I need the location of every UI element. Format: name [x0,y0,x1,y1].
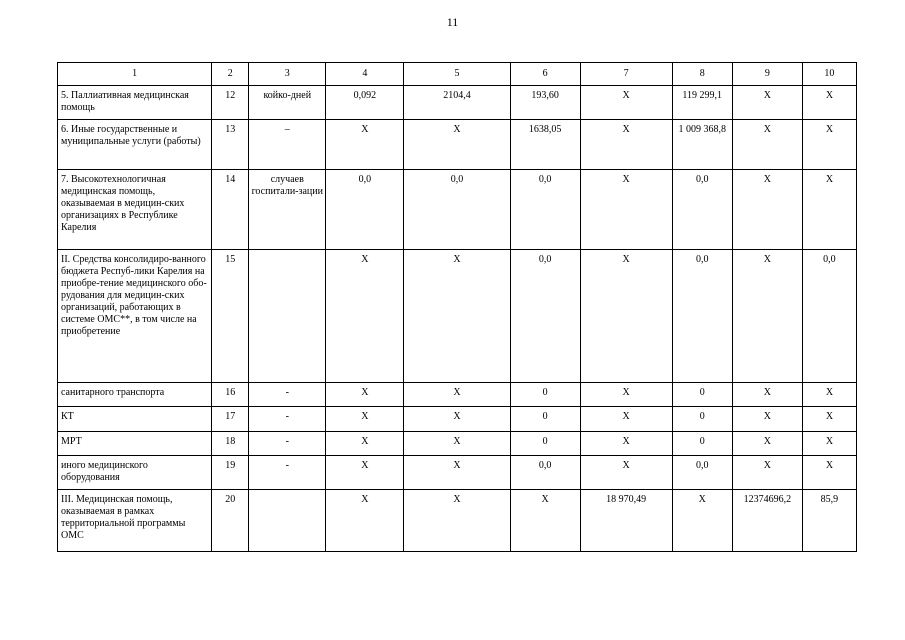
row-label-cell: 7. Высокотехнологичная медицинская помощь, оказываемая в медицин-ских организациях в Республике Карелия [58,170,212,250]
table-cell: - [249,383,326,407]
table-cell: Х [580,383,672,407]
table-cell [249,250,326,383]
table-cell: Х [732,120,802,170]
table-cell: Х [580,120,672,170]
table-cell: - [249,456,326,490]
header-cell: 7 [580,63,672,86]
table-cell: Х [404,456,510,490]
table-cell: койко-дней [249,86,326,120]
table-cell: 16 [212,383,249,407]
table-cell: Х [510,490,580,552]
table-cell: 0 [510,383,580,407]
table-row [58,432,857,456]
header-cell: 6 [510,63,580,86]
table-cell: - [249,407,326,432]
table-cell: 18 [212,432,249,456]
table-cell: Х [404,407,510,432]
table-cell: Х [580,432,672,456]
table-cell: Х [732,432,802,456]
table-cell: - [249,432,326,456]
table-cell: Х [732,86,802,120]
table-cell: Х [802,407,856,432]
table-cell: 0 [672,407,732,432]
table-cell: Х [802,170,856,250]
table-cell: 0,0 [510,170,580,250]
table-cell: Х [580,86,672,120]
table-cell: Х [802,383,856,407]
table-cell: Х [326,432,404,456]
table-cell: Х [404,250,510,383]
table-cell: 193,60 [510,86,580,120]
table-cell: Х [580,170,672,250]
table-row [58,250,857,383]
table-cell: 14 [212,170,249,250]
table-row [58,490,857,552]
table-cell: Х [580,407,672,432]
table-cell: 17 [212,407,249,432]
table-cell: 0,0 [510,250,580,383]
table-cell: 0,0 [510,456,580,490]
table-cell: 0,0 [326,170,404,250]
table-cell: 0,0 [672,250,732,383]
row-label-cell: МРТ [58,432,212,456]
page-number: 11 [446,15,459,29]
table-cell: Х [672,490,732,552]
table-cell: 13 [212,120,249,170]
table-row [58,120,857,170]
table-cell: Х [404,383,510,407]
row-label-cell: 6. Иные государственные и муниципальные услуги (работы) [58,120,212,170]
table-cell: 19 [212,456,249,490]
table-row [58,86,857,120]
header-cell: 9 [732,63,802,86]
table-cell: Х [326,383,404,407]
table-cell: Х [802,432,856,456]
table-cell: 85,9 [802,490,856,552]
table-row [58,456,857,490]
table-cell: 18 970,49 [580,490,672,552]
table-cell: Х [732,383,802,407]
table-cell: случаев госпитали-зации [249,170,326,250]
header-cell: 2 [212,63,249,86]
header-cell: 1 [58,63,212,86]
table-cell: Х [732,250,802,383]
table-cell: Х [802,456,856,490]
table-cell: Х [802,120,856,170]
table-row [58,383,857,407]
table-cell: Х [732,456,802,490]
table-row [58,407,857,432]
table-cell: 0 [672,432,732,456]
table-cell: Х [326,407,404,432]
header-cell: 5 [404,63,510,86]
table-cell: Х [404,490,510,552]
row-label-cell: КТ [58,407,212,432]
table-cell: Х [732,407,802,432]
table-cell: Х [326,490,404,552]
row-label-cell: иного медицинского оборудования [58,456,212,490]
table-cell: Х [326,250,404,383]
table-cell [249,490,326,552]
table-body [58,63,857,552]
table-cell: Х [732,170,802,250]
table-cell: 119 299,1 [672,86,732,120]
header-cell: 8 [672,63,732,86]
header-cell: 3 [249,63,326,86]
table-cell: 12 [212,86,249,120]
table-cell: Х [404,432,510,456]
table-cell: 0,0 [802,250,856,383]
table-cell: 20 [212,490,249,552]
table-cell: – [249,120,326,170]
row-label-cell: 5. Паллиативная медицинская помощь [58,86,212,120]
table-cell: Х [404,120,510,170]
table-cell: Х [580,250,672,383]
budget-table [57,62,857,552]
table-cell: Х [326,456,404,490]
header-cell: 10 [802,63,856,86]
table-cell: Х [580,456,672,490]
table-cell: 0,0 [672,170,732,250]
table-cell: 0,0 [672,456,732,490]
row-label-cell: II. Средства консолидиро-ванного бюджета Респуб-лики Карелия на приобре-тение медицинского обо-рудования для медицин-ских организаций, работающих в системе ОМС**, в том числе на приобретение [58,250,212,383]
table-cell: 0 [510,407,580,432]
table-cell: 0 [510,432,580,456]
table-cell: 0,092 [326,86,404,120]
table-cell: 0,0 [404,170,510,250]
header-row [58,63,857,86]
table-cell: Х [326,120,404,170]
header-cell: 4 [326,63,404,86]
table-cell: 15 [212,250,249,383]
table-cell: 0 [672,383,732,407]
row-label-cell: санитарного транспорта [58,383,212,407]
table-cell: 1638,05 [510,120,580,170]
table-cell: 1 009 368,8 [672,120,732,170]
table-row [58,170,857,250]
row-label-cell: III. Медицинская помощь, оказываемая в рамках территориальной программы ОМС [58,490,212,552]
table-cell: 2104,4 [404,86,510,120]
table-cell: 12374696,2 [732,490,802,552]
table-cell: Х [802,86,856,120]
